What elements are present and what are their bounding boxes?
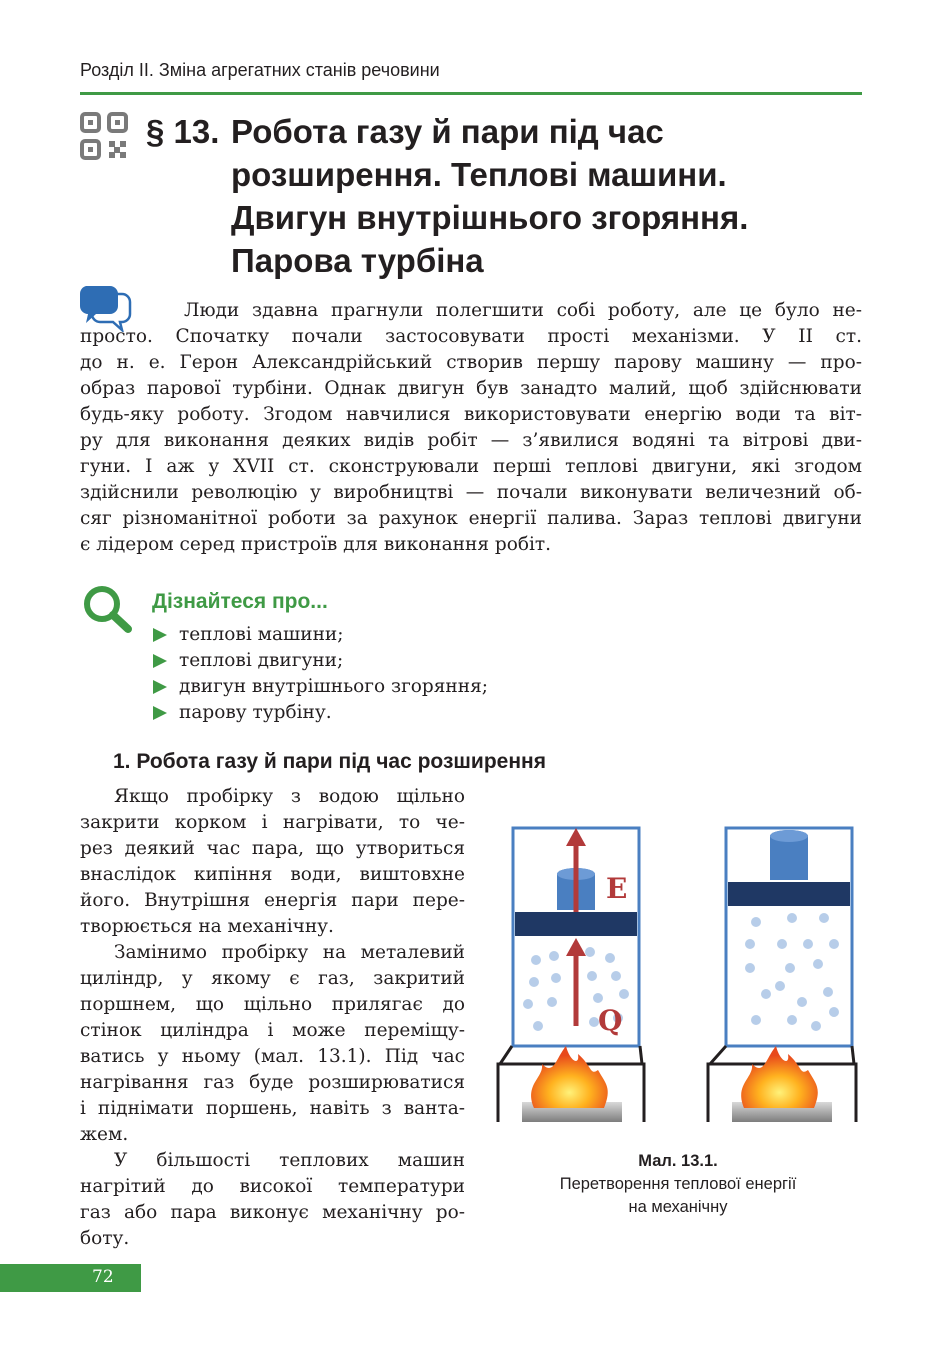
text-line: гуни. І аж у XVII ст. сконструювали перші теплові двигуни, які згодом: [80, 456, 862, 477]
text-line: нагрівання газ буде розширюватися: [80, 1072, 465, 1093]
text-line: творюється на механічну.: [80, 916, 334, 937]
learn-about-list: [153, 622, 488, 726]
list-item-text: теплові машини;: [179, 624, 344, 645]
text-line: його. Внутрішня енергія пари пере-: [80, 890, 465, 911]
cold-cylinder: [726, 828, 852, 1046]
text-line: стінок циліндра і може переміщу-: [80, 1020, 465, 1041]
burner-stand: [708, 1046, 856, 1122]
qr-code-icon[interactable]: [80, 112, 128, 160]
list-item-text: теплові двигуни;: [179, 650, 344, 671]
text-line: сяг різноманітної роботи за рахунок енергії палива. Зараз теплові двигуни: [80, 508, 862, 529]
learn-about-title: Дізнайтеся про...: [152, 590, 328, 613]
text-line: до н. е. Герон Александрійський створив першу парову машину — про-: [80, 352, 862, 373]
burner-stand: [498, 1046, 644, 1122]
caption-line: Перетворення теплової енергії: [559, 1175, 797, 1193]
text-line: боту.: [80, 1228, 130, 1249]
triangle-bullet-icon: [153, 628, 167, 642]
text-line: ру для виконання деяких видів робіт — з’явилися водяні та вітрові дви-: [80, 430, 862, 451]
text-line: образ парової турбіни. Однак двигун був занадто малий, щоб здійснювати: [80, 378, 862, 399]
paragraph-number: § 13.: [146, 113, 220, 150]
triangle-bullet-icon: [153, 654, 167, 668]
title-line: розширення. Теплові машини.: [231, 156, 727, 193]
text-line: і піднімати поршень, навіть з ванта-: [80, 1098, 465, 1119]
heated-cylinder: [513, 828, 639, 1046]
list-item: [153, 674, 488, 700]
flame-icon: [741, 1046, 818, 1108]
text-line: просто. Спочатку почали застосовувати прості механізми. У II ст.: [80, 326, 862, 347]
piston: [728, 882, 850, 906]
text-line: будь-яку роботу. Згодом навчилися використовувати енергію води та віт-: [80, 404, 862, 425]
list-item-text: парову турбіну.: [179, 702, 332, 723]
text-line: жем.: [80, 1124, 129, 1145]
text-line: здійснили революцію у виробництві — почали виконувати величезний об-: [80, 482, 862, 503]
text-line: рез деякий час пара, що утвориться: [80, 838, 465, 859]
header-rule: [80, 92, 862, 95]
page-number: 72: [92, 1267, 114, 1287]
figure-13-1: [494, 826, 860, 1122]
text-line: У більшості теплових машин: [114, 1150, 465, 1171]
text-line: газ або пара виконує механічну ро-: [80, 1202, 465, 1223]
text-line: Замінимо пробірку на металевий: [114, 942, 465, 963]
text-line: Люди здавна прагнули полегшити собі роботу, але це було не-: [184, 300, 862, 321]
text-line: ватись у ньому (мал. 13.1). Під час: [80, 1046, 465, 1067]
text-line: Якщо пробірку з водою щільно: [114, 786, 465, 807]
triangle-bullet-icon: [153, 680, 167, 694]
weight: [770, 836, 808, 880]
list-item: [153, 648, 488, 674]
magnifier-icon: [82, 584, 134, 634]
title-line: Робота газу й пари під час: [231, 113, 664, 150]
section-body: [80, 784, 465, 1252]
figure-caption: [520, 1150, 836, 1219]
text-line: внаслідок кипіння води, виштовхне: [80, 864, 465, 885]
intro-paragraph: [80, 298, 862, 558]
triangle-bullet-icon: [153, 706, 167, 720]
energy-label: E: [606, 872, 628, 905]
caption-line: на механічну: [628, 1198, 728, 1216]
title-line: Двигун внутрішнього згоряння.: [231, 199, 749, 236]
text-line: є лідером серед пристроїв для виконання робіт.: [80, 534, 552, 555]
list-item-text: двигун внутрішнього згоряння;: [179, 676, 488, 697]
text-line: нагрітий до високої температури: [80, 1176, 465, 1197]
running-head: Розділ II. Зміна агрегатних станів речовини: [80, 60, 440, 80]
list-item: [153, 700, 488, 726]
caption-label: Мал. 13.1.: [638, 1152, 718, 1170]
list-item: [153, 622, 488, 648]
title-line: Парова турбіна: [231, 242, 484, 279]
section-heading: 1. Робота газу й пари під час розширення: [113, 750, 546, 773]
text-line: циліндр, у якому є газ, закритий: [80, 968, 465, 989]
page-number-box: [0, 1264, 141, 1292]
text-line: поршнем, що щільно прилягає до: [80, 994, 465, 1015]
flame-icon: [531, 1046, 608, 1108]
piston: [515, 912, 637, 936]
heat-label: Q: [598, 1004, 623, 1037]
text-line: закрити корком і нагрівати, то че-: [80, 812, 465, 833]
page-title: [231, 110, 748, 282]
